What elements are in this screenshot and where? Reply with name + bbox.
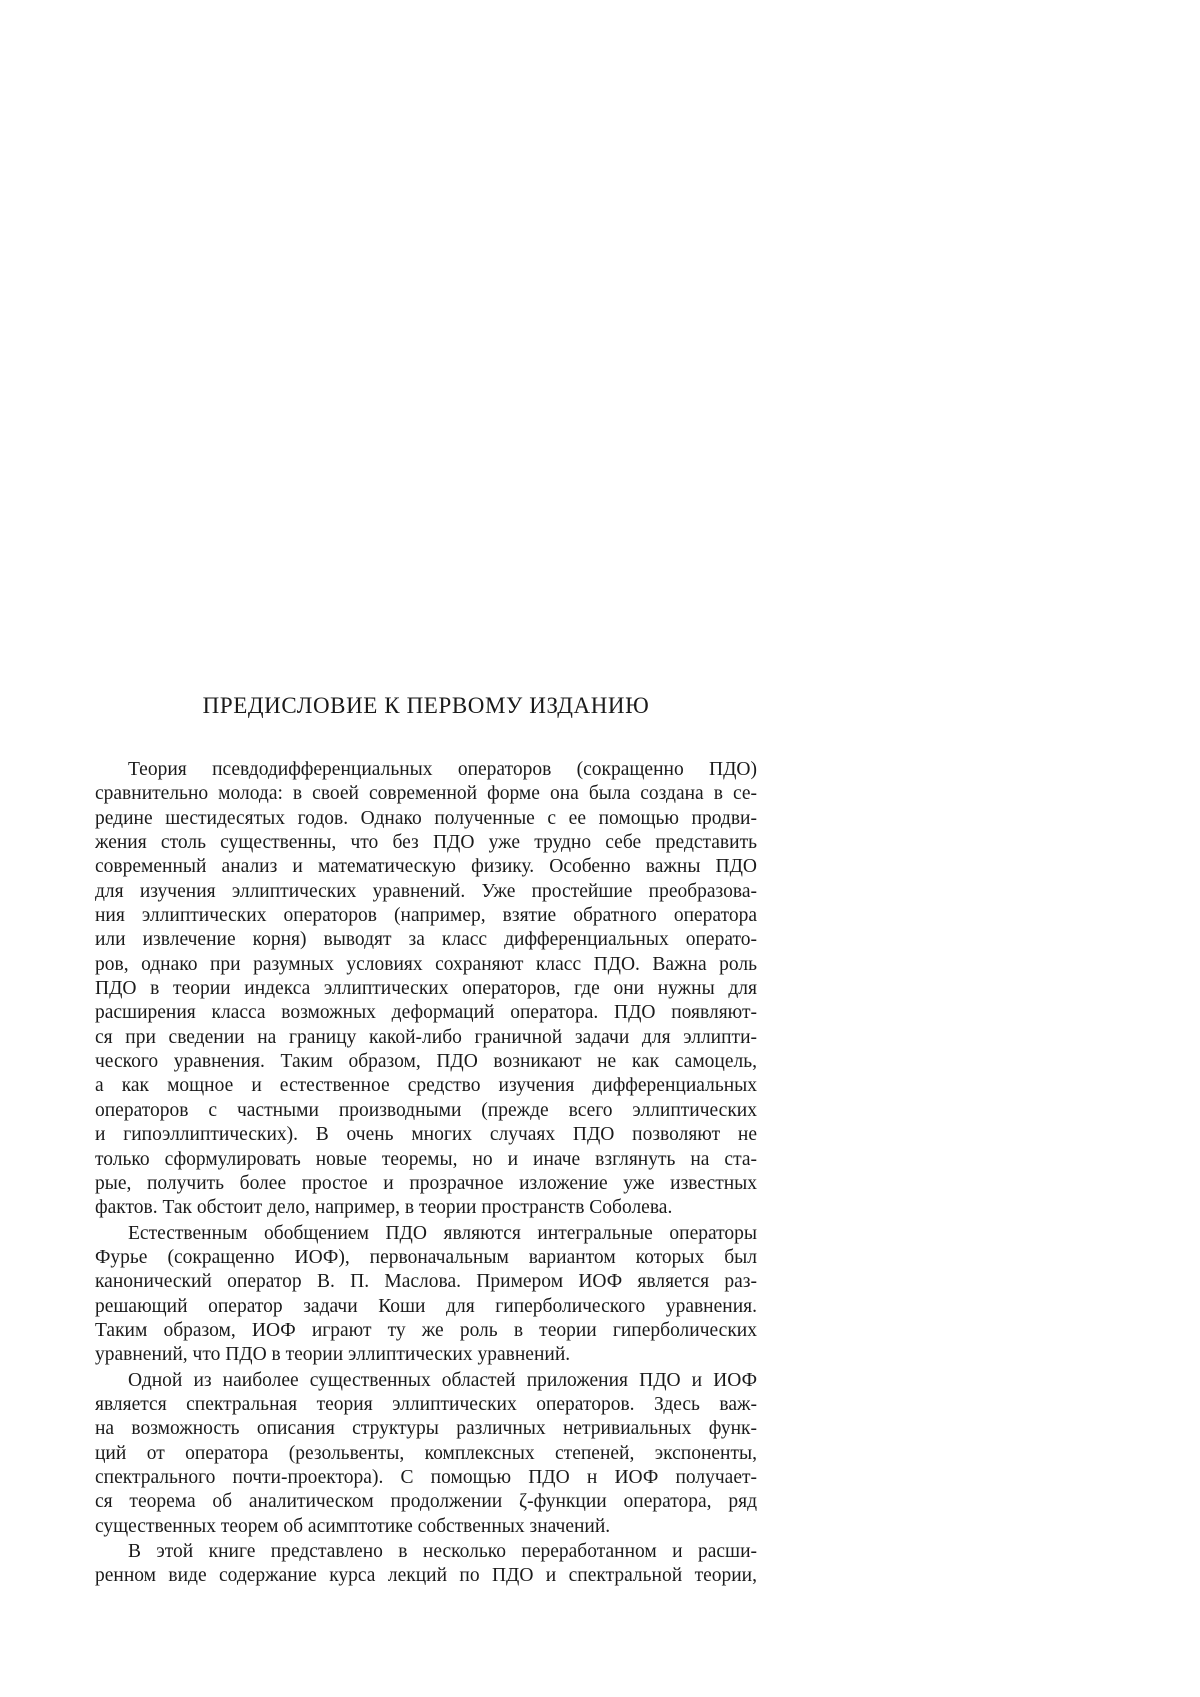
text-line: Таким образом, ИОФ играют ту же роль в теории гиперболических xyxy=(95,1319,757,1341)
text-line: редине шестидесятых годов. Однако полученные с ее помощью продви- xyxy=(95,807,757,829)
text-line: решающий оператор задачи Коши для гиперболического уравнения. xyxy=(95,1295,757,1317)
text-line: Теория псевдодифференциальных операторов (сокращенно ПДО) xyxy=(128,759,757,780)
text-line: ся при сведении на границу какой-либо граничной задачи для эллипти- xyxy=(95,1026,757,1048)
text-line: или извлечение корня) выводят за класс дифференциальных операто- xyxy=(95,929,757,951)
chapter-heading: ПРЕДИСЛОВИЕ К ПЕРВОМУ ИЗДАНИЮ xyxy=(202,693,650,718)
text-line: фактов. Так обстоит дело, например, в теории пространств Соболева. xyxy=(95,1197,673,1219)
text-line: Одной из наиболее существенных областей приложения ПДО и ИОФ xyxy=(128,1369,757,1391)
text-line: уравнений, что ПДО в теории эллиптических уравнений. xyxy=(95,1344,571,1366)
text-line: спектрального почти-проектора). С помощью ПДО н ИОФ получает- xyxy=(95,1466,757,1488)
text-line: ренном виде содержание курса лекций по ПДО и спектральной теории, xyxy=(95,1565,757,1587)
text-line: ций от оператора (резольвенты, комплексных степеней, экспоненты, xyxy=(95,1442,757,1464)
text-line: ров, однако при разумных условиях сохраняют класс ПДО. Важна роль xyxy=(95,953,757,975)
text-line: для изучения эллиптических уравнений. Уже простейшие преобразова- xyxy=(95,880,757,902)
text-line: сравнительно молода: в своей современной форме она была создана в се- xyxy=(95,783,757,805)
paragraph xyxy=(95,1369,757,1539)
text-line: существенных теорем об асимптотике собственных значений. xyxy=(95,1515,611,1537)
paragraph xyxy=(95,758,757,1221)
text-line: Естественным обобщением ПДО являются интегральные операторы xyxy=(128,1222,757,1244)
text-line: ческого уравнения. Таким образом, ПДО возникают не как самоцель, xyxy=(95,1051,757,1073)
text-line: только сформулировать новые теоремы, но и иначе взглянуть на ста- xyxy=(95,1148,757,1170)
text-line: является спектральная теория эллиптических операторов. Здесь важ- xyxy=(95,1393,757,1415)
text-line: на возможность описания структуры различных нетривиальных функ- xyxy=(95,1418,757,1440)
text-line: жения столь существенны, что без ПДО уже трудно себе представить xyxy=(95,832,757,854)
text-line: В этой книге представлено в несколько переработанном и расши- xyxy=(128,1541,757,1562)
text-line: Фурье (сокращенно ИОФ), первоначальным вариантом которых был xyxy=(95,1246,757,1268)
text-line: рые, получить более простое и прозрачное изложение уже известных xyxy=(95,1172,757,1194)
text-line: расширения класса возможных деформаций оператора. ПДО появляют- xyxy=(95,1002,757,1024)
text-line: ся теорема об аналитическом продолжении ζ-функции оператора, ряд xyxy=(95,1491,757,1513)
text-line: современный анализ и математическую физику. Особенно важны ПДО xyxy=(95,856,757,878)
text-line: операторов с частными производными (прежде всего эллиптических xyxy=(95,1099,757,1121)
paragraph xyxy=(95,1540,757,1589)
text-line: ния эллиптических операторов (например, взятие обратного оператора xyxy=(95,905,757,927)
body-text xyxy=(95,758,757,1590)
text-line: и гипоэллиптических). В очень многих случаях ПДО позволяют не xyxy=(95,1124,757,1146)
text-line: а как мощное и естественное средство изучения дифференциальных xyxy=(95,1075,757,1097)
text-line: ПДО в теории индекса эллиптических операторов, где они нужны для xyxy=(95,978,757,1000)
text-line: канонический оператор В. П. Маслова. Примером ИОФ является раз- xyxy=(95,1271,757,1293)
paragraph xyxy=(95,1222,757,1368)
